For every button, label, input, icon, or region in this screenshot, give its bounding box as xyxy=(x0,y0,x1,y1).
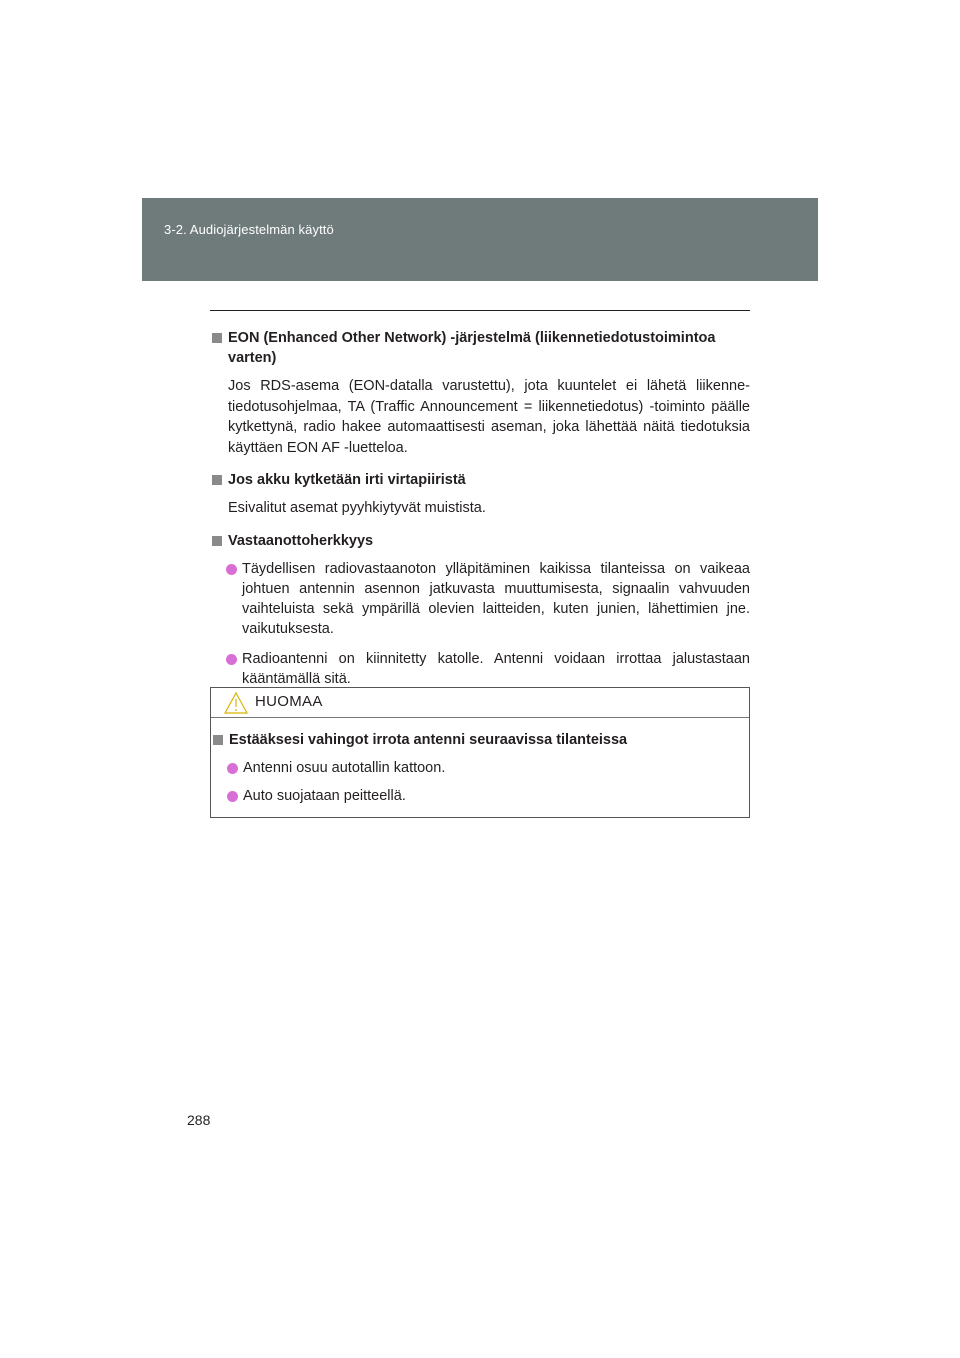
heading-reception-text: Vastaanottoherkkyys xyxy=(228,532,374,549)
circle-bullet-icon xyxy=(227,763,238,774)
main-content xyxy=(210,328,750,689)
list-item xyxy=(210,649,750,689)
square-bullet-icon xyxy=(213,735,223,745)
notice-heading-text: Estääksesi vahingot irrota antenni seuraavissa tilanteissa xyxy=(229,732,628,748)
notice-header xyxy=(211,688,749,718)
heading-reception xyxy=(210,531,750,551)
circle-bullet-icon xyxy=(227,791,238,802)
notice-box xyxy=(210,687,750,818)
circle-bullet-icon xyxy=(226,564,237,575)
paragraph-battery: Esivalitut asemat pyyhkiytyvät muistista. xyxy=(228,500,486,516)
heading-battery-text: Jos akku kytketään irti virtapiiristä xyxy=(228,472,466,488)
page-number: 288 xyxy=(187,1112,211,1128)
notice-body xyxy=(211,718,749,806)
list-item-text: Täydellisen radiovastaanoton ylläpitäminen kaikissa tilanteissa on vaikeaa johtuen antennin asennon jatkuvasta muuttumisesta, signaalin vahvuuden vaihteluista sekä ympärillä olevien laitteiden, kuten junien, lähettimien jne. vaikutuksesta. xyxy=(242,560,750,637)
list-item xyxy=(211,786,749,806)
list-item-text: Radioantenni on kiinnitetty katolle. Antenni voidaan irrottaa jalustastaan kääntämällä sitä. xyxy=(242,650,750,687)
square-bullet-icon xyxy=(212,536,222,546)
notice-heading xyxy=(211,730,749,750)
heading-battery xyxy=(210,470,750,490)
heading-eon xyxy=(210,328,750,368)
list-item-text: Auto suojataan peitteellä. xyxy=(243,788,406,804)
top-rule xyxy=(210,310,750,311)
square-bullet-icon xyxy=(212,333,222,343)
list-item xyxy=(210,559,750,639)
heading-eon-text: EON (Enhanced Other Network) -järjestelmä (liikennetiedotustoimintoa varten) xyxy=(228,330,716,366)
list-item-text: Antenni osuu autotallin kattoon. xyxy=(243,760,446,776)
notice-label: HUOMAA xyxy=(255,693,323,710)
warning-triangle-icon xyxy=(224,692,248,714)
square-bullet-icon xyxy=(212,475,222,485)
circle-bullet-icon xyxy=(226,654,237,665)
section-title: 3-2. Audiojärjestelmän käyttö xyxy=(164,222,334,237)
section-header-band xyxy=(142,198,818,281)
paragraph-eon: Jos RDS-asema (EON-datalla varustettu), jota kuuntelet ei lähetä liikennetiedotusohjelmaa, TA (Traffic Announcement = liikennetiedotus) -toiminto päälle kytkettynä, radio hakee automaattisesti aseman, joka lähettää näitä tiedotuksia käyttäen EON AF -luetteloa. xyxy=(228,378,750,456)
list-item xyxy=(211,758,749,778)
